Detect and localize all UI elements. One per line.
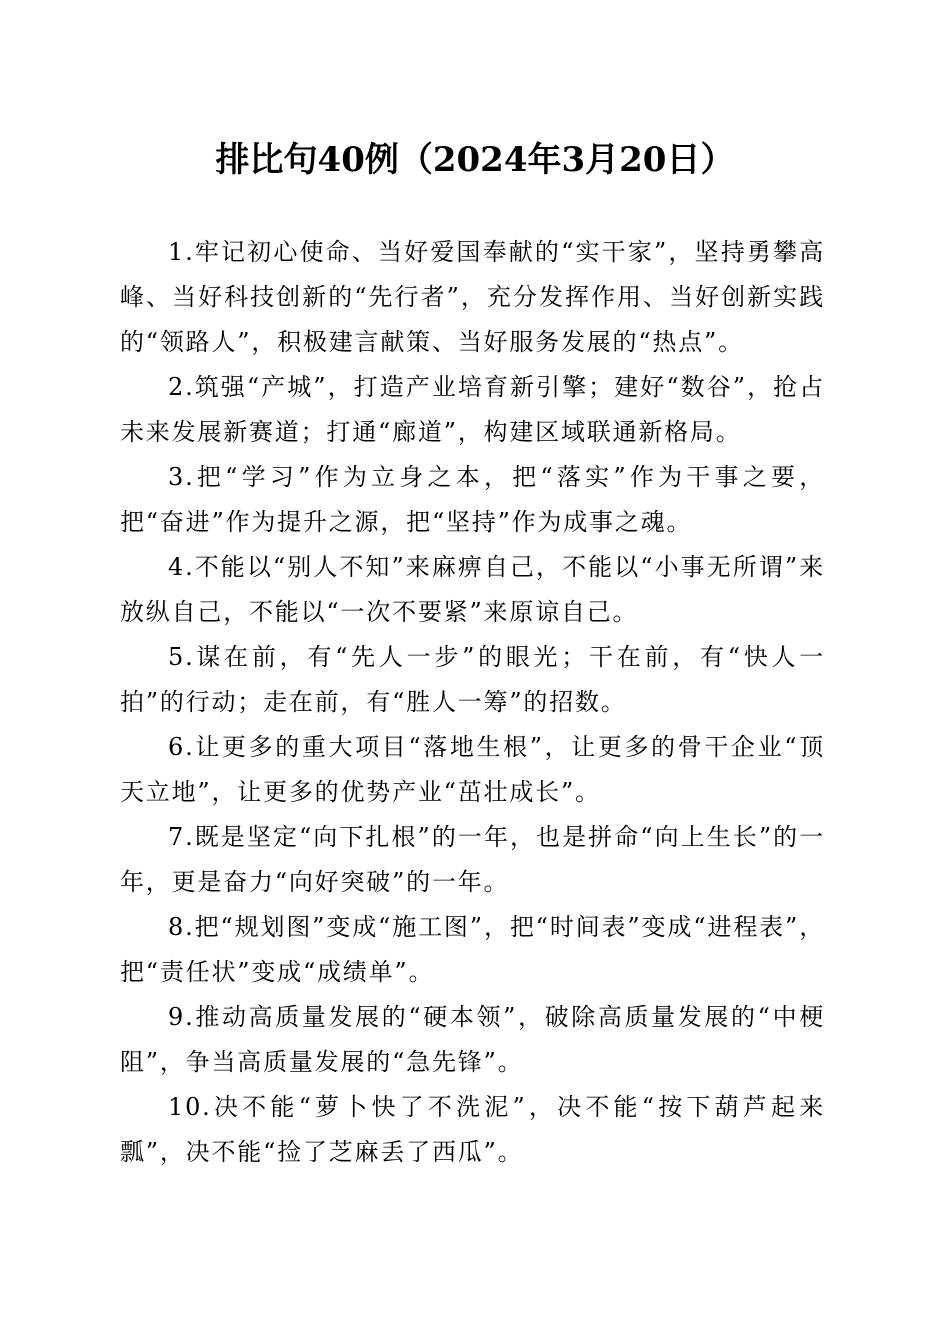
paragraph-1: 1.牢记初心使命、当好爱国奉献的“实干家”，坚持勇攀高峰、当好科技创新的“先行者”，充分发挥作用、当好创新实践的“领路人”，积极建言献策、当好服务发展的“热点”。 bbox=[120, 238, 825, 356]
paragraph-10: 10.决不能“萝卜快了不洗泥”，决不能“按下葫芦起来瓢”，决不能“捡了芝麻丢了西瓜”。 bbox=[120, 1093, 825, 1166]
paragraph-2: 2.筑强“产城”，打造产业培育新引擎；建好“数谷”，抢占未来发展新赛道；打通“廊道”，构建区域联通新格局。 bbox=[120, 373, 825, 446]
paragraph-4: 4.不能以“别人不知”来麻痹自己，不能以“小事无所谓”来放纵自己，不能以“一次不要紧”来原谅自己。 bbox=[120, 553, 825, 626]
paragraph-7: 7.既是坚定“向下扎根”的一年，也是拼命“向上生长”的一年，更是奋力“向好突破”的一年。 bbox=[120, 823, 825, 896]
document-title: 排比句40例（2024年3月20日） bbox=[215, 140, 735, 180]
paragraph-8: 8.把“规划图”变成“施工图”，把“时间表”变成“进程表”，把“责任状”变成“成绩单”。 bbox=[120, 913, 825, 986]
paragraph-3: 3.把“学习”作为立身之本，把“落实”作为干事之要，把“奋进”作为提升之源，把“坚持”作为成事之魂。 bbox=[120, 463, 825, 536]
document-body bbox=[120, 230, 825, 1175]
paragraph-6: 6.让更多的重大项目“落地生根”，让更多的骨干企业“顶天立地”，让更多的优势产业“茁壮成长”。 bbox=[120, 733, 825, 806]
paragraph-5: 5.谋在前，有“先人一步”的眼光；干在前，有“快人一拍”的行动；走在前，有“胜人一筹”的招数。 bbox=[120, 643, 825, 716]
paragraph-9: 9.推动高质量发展的“硬本领”，破除高质量发展的“中梗阻”，争当高质量发展的“急先锋”。 bbox=[120, 1003, 825, 1076]
